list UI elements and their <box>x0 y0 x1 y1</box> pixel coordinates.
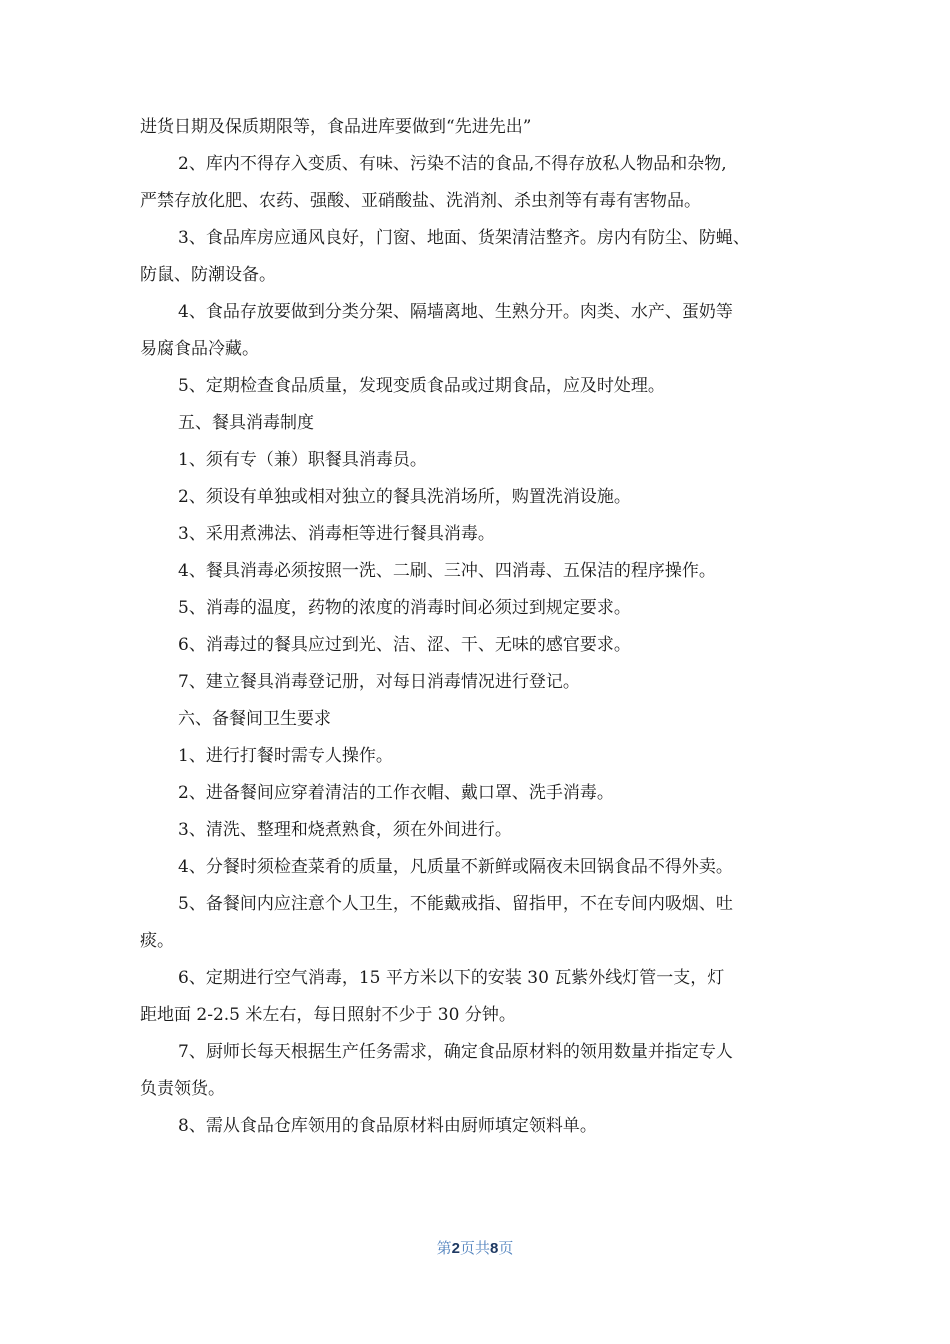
document-body <box>140 114 820 1139</box>
paragraph-line: 5、备餐间内应注意个人卫生，不能戴戒指、留指甲，不在专间内吸烟、吐 <box>178 894 733 914</box>
paragraph-line: 7、厨师长每天根据生产任务需求，确定食品原材料的领用数量并指定专人 <box>178 1042 733 1062</box>
continuation-line: 痰。 <box>140 931 174 951</box>
paragraph-line: 2、进备餐间应穿着清洁的工作衣帽、戴口罩、洗手消毒。 <box>178 783 614 803</box>
paragraph-line: 1、进行打餐时需专人操作。 <box>178 746 393 766</box>
paragraph-line: 6、定期进行空气消毒，15 平方米以下的安装 30 瓦紫外线灯管一支，灯 <box>178 968 725 988</box>
paragraph-line: 3、清洗、整理和烧煮熟食，须在外间进行。 <box>178 820 512 840</box>
footer-suffix: 页 <box>498 1240 514 1257</box>
continuation-line: 易腐食品冷藏。 <box>140 339 259 359</box>
paragraph-line: 8、需从食品仓库领用的食品原材料由厨师填定领料单。 <box>178 1116 597 1136</box>
paragraph-line: 2、须设有单独或相对独立的餐具洗消场所，购置洗消设施。 <box>178 487 631 507</box>
continuation-line: 进货日期及保质期限等，食品进库要做到“先进先出” <box>140 117 532 137</box>
footer-middle: 页共 <box>459 1240 490 1257</box>
continuation-line: 严禁存放化肥、农药、强酸、亚硝酸盐、洗消剂、杀虫剂等有毒有害物品。 <box>140 191 701 211</box>
continuation-line: 防鼠、防潮设备。 <box>140 265 276 285</box>
total-pages-number: 8 <box>490 1240 499 1257</box>
paragraph-line: 六、备餐间卫生要求 <box>178 709 331 729</box>
footer-prefix: 第 <box>436 1240 452 1257</box>
continuation-line: 负责领货。 <box>140 1079 225 1099</box>
paragraph-line: 4、食品存放要做到分类分架、隔墙离地、生熟分开。肉类、水产、蛋奶等 <box>178 302 733 322</box>
paragraph-line: 3、采用煮沸法、消毒柜等进行餐具消毒。 <box>178 524 495 544</box>
paragraph-line: 5、定期检查食品质量，发现变质食品或过期食品，应及时处理。 <box>178 376 665 396</box>
paragraph-line: 4、餐具消毒必须按照一洗、二刷、三冲、四消毒、五保洁的程序操作。 <box>178 561 716 581</box>
paragraph-line: 6、消毒过的餐具应过到光、洁、涩、干、无味的感官要求。 <box>178 635 631 655</box>
paragraph-line: 5、消毒的温度，药物的浓度的消毒时间必须过到规定要求。 <box>178 598 631 618</box>
paragraph-line: 7、建立餐具消毒登记册，对每日消毒情况进行登记。 <box>178 672 580 692</box>
paragraph-line: 五、餐具消毒制度 <box>178 413 314 433</box>
continuation-line: 距地面 2-2.5 米左右，每日照射不少于 30 分钟。 <box>140 1005 516 1025</box>
paragraph-line: 3、食品库房应通风良好，门窗、地面、货架清洁整齐。房内有防尘、防蝇、 <box>178 228 750 248</box>
paragraph-line: 2、库内不得存入变质、有味、污染不洁的食品,不得存放私人物品和杂物, <box>178 154 727 174</box>
paragraph-line: 4、分餐时须检查菜肴的质量，凡质量不新鲜或隔夜未回锅食品不得外卖。 <box>178 857 733 877</box>
current-page-number: 2 <box>451 1240 460 1257</box>
page-footer <box>0 1238 950 1260</box>
paragraph-line: 1、须有专（兼）职餐具消毒员。 <box>178 450 427 470</box>
